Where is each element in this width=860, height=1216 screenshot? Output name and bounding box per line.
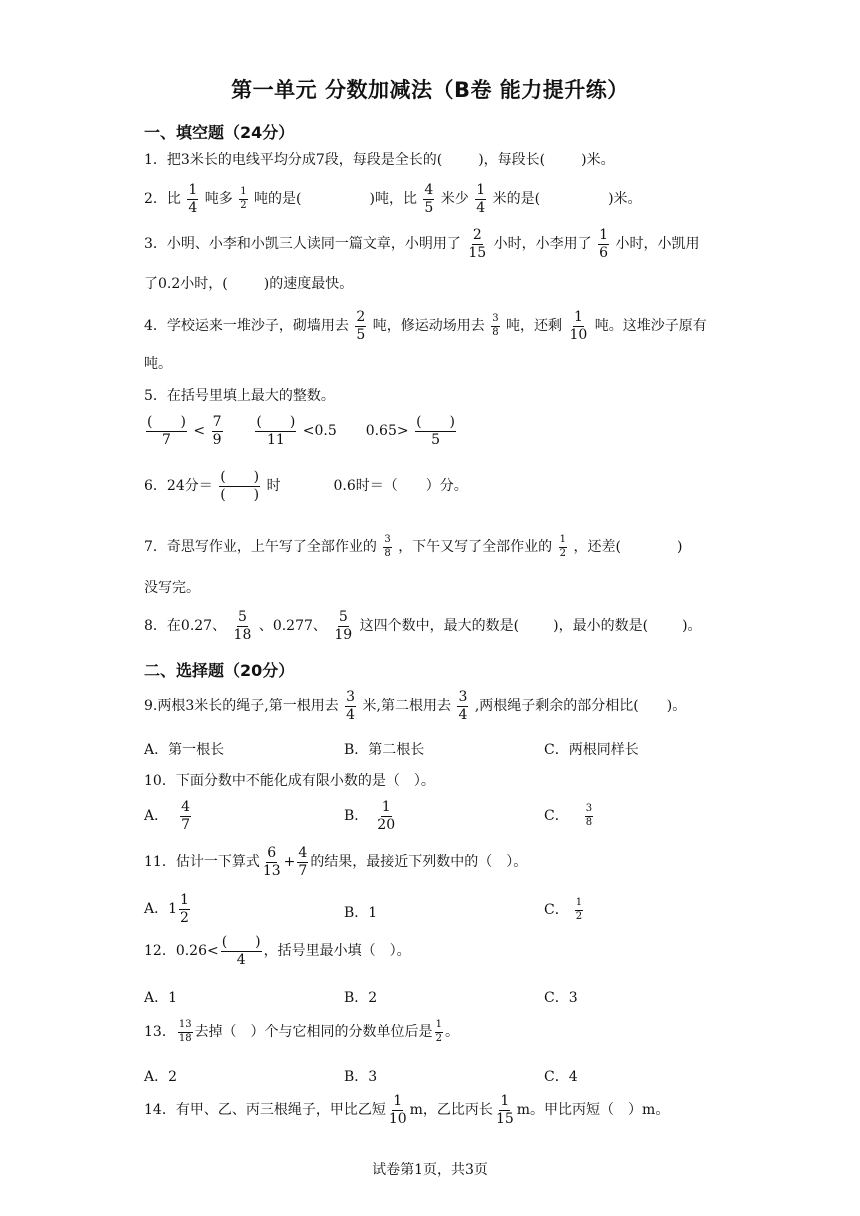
q4-text-c: 吨，还剩 xyxy=(506,318,563,335)
q12-fraction-blank: $\frac{( )}{4}$ xyxy=(221,934,261,968)
q13-text-a: 13． xyxy=(144,1024,176,1040)
q8-fraction-1: $\frac{5}{18}$ xyxy=(233,609,252,643)
q4-text-e: 吨。 xyxy=(144,356,172,372)
question-13 xyxy=(144,1020,724,1044)
question-7-line-2 xyxy=(144,580,724,597)
q10-option-a[interactable]: A． $\frac{4}{7}$ xyxy=(144,799,191,833)
q12-option-c[interactable]: C．3 xyxy=(544,990,578,1006)
q2-text-e: 米少 xyxy=(440,191,469,208)
q9-text-c: ,两根绳子剩余的部分相比( )。 xyxy=(474,698,687,715)
q7-text-a: 7．奇思写作业，上午写了全部作业的 xyxy=(144,539,377,555)
page-title: 第一单元 分数加减法（B卷 能力提升练） xyxy=(231,78,629,102)
question-2 xyxy=(144,183,724,215)
q8-text-a: 8．在0.27、 xyxy=(144,618,227,635)
q7-fraction-1: $\frac{3}{8}$ xyxy=(384,534,391,559)
q1-text-a: 1．把3米长的电线平均分成7段，每段是全长的( xyxy=(144,152,443,168)
q13-option-a[interactable]: A．2 xyxy=(144,1069,178,1085)
q2-fraction-2: $\frac{1}{2}$ xyxy=(240,186,247,211)
q12-option-a[interactable]: A．1 xyxy=(144,990,178,1006)
q10-option-a-fraction: $\frac{4}{7}$ xyxy=(181,799,191,833)
q14-text-c: m。甲比丙短（ ）m。 xyxy=(516,1102,670,1119)
q6-fraction-blank: $\frac{( )}{( )}$ xyxy=(220,469,260,503)
question-4-line-1 xyxy=(144,310,724,342)
q2-text-g: )米。 xyxy=(608,191,642,208)
question-5-stem xyxy=(144,388,724,405)
q10-option-c-fraction: $\frac{3}{8}$ xyxy=(585,803,593,828)
q13-option-b[interactable]: B．3 xyxy=(344,1069,378,1085)
q8-fraction-2: $\frac{5}{19}$ xyxy=(334,609,353,643)
question-1 xyxy=(144,152,724,169)
q5-fraction-blank-3: $\frac{( )}{11}$ xyxy=(256,414,296,448)
q5-fraction-blank-1: $\frac{( )}{7}$ xyxy=(147,414,186,448)
q9-fraction-1: $\frac{3}{4}$ xyxy=(346,689,356,723)
q3-text-a: 3．小明、小李和小凯三人读同一篇文章，小明用了 xyxy=(144,236,461,253)
q11-option-c-fraction: $\frac{1}{2}$ xyxy=(575,897,583,922)
q2-fraction-3: $\frac{4}{5}$ xyxy=(424,182,434,216)
q3-text-c: 小时，小凯用 xyxy=(615,236,700,253)
q7-text-c: ，还差( xyxy=(573,539,621,555)
q13-text-b: 去掉（ ）个与它相同的分数单位后是 xyxy=(194,1024,433,1040)
q4-fraction-2: $\frac{3}{8}$ xyxy=(492,313,499,338)
question-10 xyxy=(144,773,724,790)
q8-text-d: )，最小的数是( xyxy=(553,618,649,635)
q11-option-a[interactable]: A．1 $\frac{1}{2}$ xyxy=(144,892,189,926)
q3-text-b: 小时，小李用了 xyxy=(493,236,592,253)
q14-fraction-2: $\frac{1}{15}$ xyxy=(495,1093,514,1127)
q6-text-a: 6．24分＝ xyxy=(144,478,213,495)
q9-option-c[interactable]: C．两根同样长 xyxy=(544,742,639,758)
section-heading-choice: 二、选择题（20分） xyxy=(144,661,295,680)
q8-text-c: 这四个数中，最大的数是( xyxy=(359,618,520,635)
q3-fraction-1: $\frac{2}{15}$ xyxy=(468,227,487,261)
q2-fraction-4: $\frac{1}{4}$ xyxy=(476,182,486,216)
q2-fraction-1: $\frac{1}{4}$ xyxy=(188,182,198,216)
q10-option-b-fraction: $\frac{1}{20}$ xyxy=(377,799,396,833)
q10-option-c[interactable]: C． $\frac{3}{8}$ xyxy=(544,803,593,828)
q13-fraction-1: $\frac{13}{18}$ xyxy=(178,1019,192,1044)
q11-option-c[interactable]: C． $\frac{1}{2}$ xyxy=(544,897,583,922)
q4-fraction-3: $\frac{1}{10}$ xyxy=(569,309,588,343)
q11-text-b: 的结果，最接近下列数中的（ ）。 xyxy=(310,854,528,871)
q14-text-a: 14．有甲、乙、丙三根绳子，甲比乙短 xyxy=(144,1102,386,1119)
q5-less-than-1: < xyxy=(193,423,206,440)
q8-text-e: )。 xyxy=(682,618,702,635)
section-heading-fill-blank: 一、填空题（24分） xyxy=(144,123,295,142)
question-11 xyxy=(144,846,724,878)
q1-text-b: )，每段长( xyxy=(478,152,546,168)
question-12 xyxy=(144,935,724,967)
q11-text-a: 11．估计一下算式 xyxy=(144,854,260,871)
q5-stem-text: 5．在括号里填上最大的整数。 xyxy=(144,388,335,404)
q9-text-a: 9.两根3米长的绳子,第一根用去 xyxy=(144,698,339,715)
q10-stem-text: 10．下面分数中不能化成有限小数的是（ ）。 xyxy=(144,773,435,789)
q7-text-e: 没写完。 xyxy=(144,580,200,596)
q5-fraction-blank-5: $\frac{( )}{5}$ xyxy=(416,414,455,448)
q9-option-b[interactable]: B．第二根长 xyxy=(344,742,425,758)
q2-text-c: 吨的是( xyxy=(254,191,302,208)
question-6 xyxy=(144,470,724,502)
q10-option-b[interactable]: B． $\frac{1}{20}$ xyxy=(344,799,396,833)
q8-text-b: 、0.277、 xyxy=(258,618,327,635)
q1-text-c: )米。 xyxy=(581,152,615,168)
q2-text-b: 吨多 xyxy=(204,191,233,208)
question-3-line-2 xyxy=(144,276,724,293)
q2-text-a: 2．比 xyxy=(144,191,181,208)
q6-text-b: 时 xyxy=(266,478,281,495)
q11-fraction-2: $\frac{4}{7}$ xyxy=(298,845,308,879)
q11-plus: + xyxy=(283,854,296,871)
q5-fraction-2: $\frac{7}{9}$ xyxy=(212,414,222,448)
q7-text-d: ) xyxy=(676,539,683,555)
q5-text-065: 0.65> xyxy=(365,423,409,440)
q12-text-a: 12．0.26< xyxy=(144,943,219,960)
question-8 xyxy=(144,610,724,642)
q3-text-d: 了0.2小时，( xyxy=(144,276,228,292)
q11-option-a-fraction: $\frac{1}{2}$ xyxy=(180,892,189,926)
q9-fraction-2: $\frac{3}{4}$ xyxy=(458,689,468,723)
q11-fraction-1: $\frac{6}{13}$ xyxy=(262,845,281,879)
q13-option-c[interactable]: C．4 xyxy=(544,1069,578,1085)
q5-less-than-2: <0.5 xyxy=(302,423,337,440)
question-4-line-2 xyxy=(144,356,724,373)
q2-text-f: 米的是( xyxy=(492,191,541,208)
q4-text-b: 吨，修运动场用去 xyxy=(372,318,485,335)
q14-text-b: m，乙比丙长 xyxy=(409,1102,493,1119)
q7-fraction-2: $\frac{1}{2}$ xyxy=(559,534,567,559)
q4-fraction-1: $\frac{2}{5}$ xyxy=(356,309,366,343)
q6-text-c: 0.6时＝（ ）分。 xyxy=(333,478,468,495)
question-3-line-1 xyxy=(144,228,724,260)
q12-option-b[interactable]: B．2 xyxy=(344,990,378,1006)
q4-text-d: 吨。这堆沙子原有 xyxy=(594,318,707,335)
q12-text-b: ，括号里最小填（ ）。 xyxy=(263,943,411,960)
q14-fraction-1: $\frac{1}{10}$ xyxy=(388,1093,407,1127)
q4-text-a: 4．学校运来一堆沙子，砌墙用去 xyxy=(144,318,349,335)
q2-text-d: )吨，比 xyxy=(369,191,417,208)
q7-text-b: ，下午又写了全部作业的 xyxy=(398,539,553,555)
q3-fraction-2: $\frac{1}{6}$ xyxy=(599,227,609,261)
page-footer: 试卷第1页，共3页 xyxy=(372,1162,488,1178)
question-9 xyxy=(144,690,724,722)
question-7-line-1 xyxy=(144,535,724,559)
question-14 xyxy=(144,1094,724,1126)
q3-text-e: )的速度最快。 xyxy=(263,276,354,292)
q9-option-a[interactable]: A．第一根长 xyxy=(144,742,225,758)
q11-option-b[interactable]: B．1 xyxy=(344,905,378,921)
q13-fraction-2: $\frac{1}{2}$ xyxy=(435,1019,442,1044)
q13-text-c: 。 xyxy=(444,1024,459,1040)
question-5-inequalities xyxy=(144,415,724,447)
q9-text-b: 米,第二根用去 xyxy=(362,698,451,715)
